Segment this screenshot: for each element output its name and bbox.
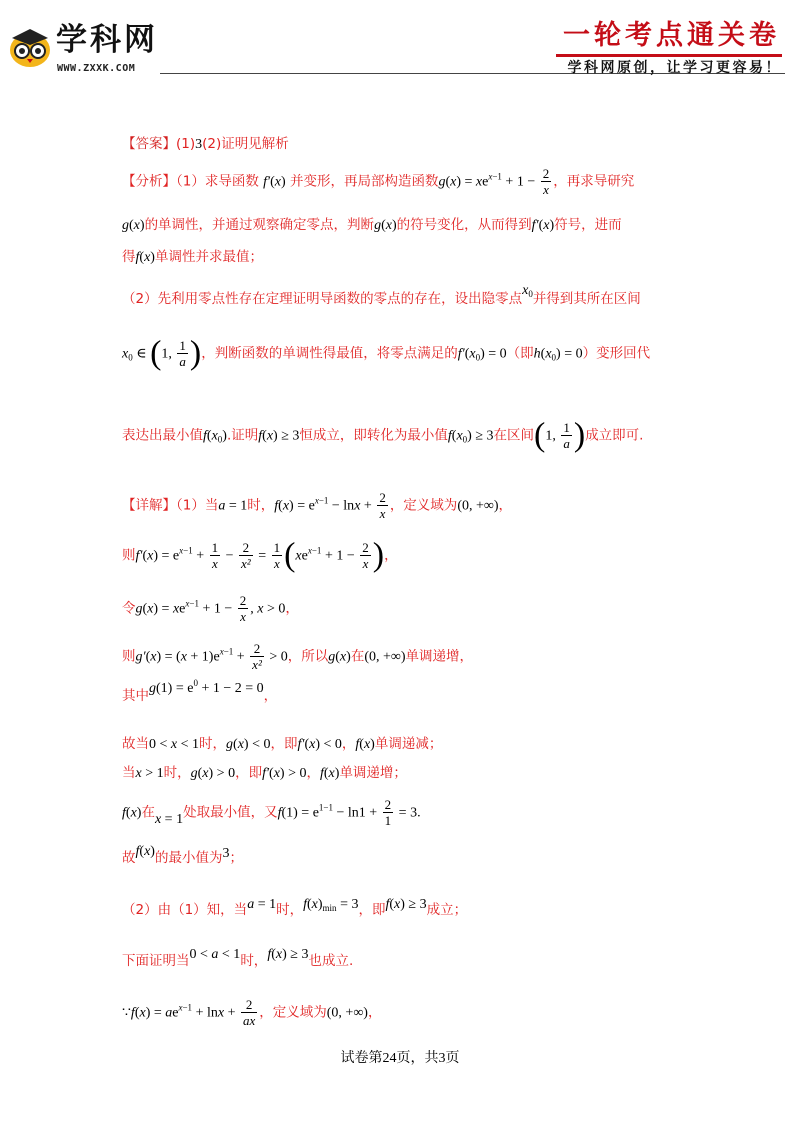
- detail-line-7: 当x > 1时，g(x) > 0，即f′(x) > 0，f(x)单调递增；: [122, 765, 407, 781]
- detail-text: （1）当: [176, 497, 219, 514]
- analysis-line-4: （2）先利用零点性存在定理证明导函数的零点的存在，设出隐零点$x_0$并得到其所在区间: [122, 283, 641, 307]
- analysis-line-3: 得f(x)单调性并求最值；: [122, 249, 263, 265]
- page-footer: 试卷第24页，共3页: [340, 1051, 460, 1066]
- detail-text: 则: [122, 648, 136, 665]
- detail-text: 在: [350, 648, 365, 665]
- logo-url: WWW.ZXXK.COM: [57, 63, 136, 74]
- detail-text: 也成立.: [308, 953, 354, 969]
- detail-text: 则: [122, 547, 136, 564]
- detail-line-5: 其中$g(1) = e^0 + 1 - 2 = 0$，: [122, 678, 278, 704]
- analysis-text: （1）求导函数: [176, 173, 259, 190]
- detail-text: 的最小值为: [154, 850, 223, 866]
- analysis-label: 【分析】: [122, 173, 176, 190]
- detail-line-4: 则$g'(x) = (x + 1)e^{x-1}$ + $\frac{2}{\text{x²}}$ > 0，所以g(x)在(0, +∞)单调递增，: [122, 641, 474, 672]
- answer-part1: (1): [176, 136, 196, 152]
- answer-part2: (2): [202, 136, 222, 152]
- detail-line-8: f(x)在x = 1处取最小值，又$f(1) = e^{1-1} - \ln 1$ + $\frac{2}{1}$ = 3.: [122, 797, 421, 828]
- detail-text: ，: [498, 497, 513, 514]
- analysis-text: ，判断函数的单调性得最值，将零点满足的: [201, 345, 458, 362]
- detail-text: 在: [141, 804, 155, 821]
- detail-text: ，即: [270, 736, 298, 752]
- detail-text: 时，: [163, 765, 191, 781]
- analysis-text: 成立即可.: [585, 427, 644, 444]
- analysis-text: ）变形回代: [582, 345, 651, 362]
- detail-line-3: 令$g(x) = xe^{x-1} + 1$ − $\frac{2}{x}$ , x > 0，: [122, 593, 299, 624]
- detail-line-2: 则$f'(x) = e^{x-1}$ + $\frac{1}{x}$ − $\frac{2}{\text{x²}}$ = $\frac{1}{x}$ ($xe^{x-1} + 1$ − $\frac{2}{x}$ )，: [122, 536, 398, 574]
- analysis-text: .证明: [226, 427, 259, 444]
- detail-text: 时，: [240, 953, 268, 969]
- detail-text: 时，: [199, 736, 227, 752]
- detail-text: ，定义域为: [389, 497, 458, 514]
- detail-text: ，定义域为: [259, 1004, 327, 1021]
- detail-text: ，: [367, 1004, 382, 1021]
- analysis-text: ，再求导研究: [553, 173, 635, 190]
- detail-text: 处取最小值，又: [183, 804, 278, 821]
- header-title: 一轮考点通关卷: [563, 20, 780, 51]
- analysis-text: 得: [122, 249, 136, 265]
- detail-text: ，: [285, 600, 299, 617]
- detail-text: 时，: [276, 902, 304, 918]
- detail-text: 时，: [247, 497, 275, 514]
- analysis-text: 并得到其所在区间: [532, 291, 641, 307]
- answer-label: 【答案】: [122, 136, 176, 152]
- analysis-line-1: 【分析】（1）求导函数 f′(x) 并变形，再局部构造函数$g(x) = xe^{x-1} + 1$ − $\frac{2}{x}$ ，再求导研究: [122, 166, 635, 197]
- logo-text: 学科网: [56, 22, 158, 58]
- detail-text: ，即: [358, 902, 386, 918]
- detail-text: 故当: [122, 736, 149, 752]
- detail-min-value: 3: [222, 846, 230, 861]
- detail-line-1: 【详解】（1）当a = 1时，$f(x) = e^{x-1} - \ln x$ + $\frac{2}{x}$ ，定义域为(0, +∞)，: [122, 490, 513, 521]
- detail-text: ；: [229, 850, 243, 866]
- answer-text: 证明见解析: [221, 136, 289, 152]
- analysis-text: 并变形，再局部构造函数: [289, 173, 439, 190]
- detail-text: 故: [122, 850, 136, 866]
- analysis-text: 在区间: [493, 427, 535, 444]
- detail-text: 单调递减；: [374, 736, 443, 752]
- analysis-line-6: 表达出最小值$f(x_0)$.证明f(x) ≥ 3恒成立，即转化为最小值$f(x_0) \ge 3$在区间(1, $\frac{1}{a}$ )成立即可.: [122, 416, 644, 454]
- analysis-line-2: g(x)的单调性，并通过观察确定零点，判断g(x)的符号变化，从而得到f′(x)符号，进而: [122, 217, 622, 233]
- analysis-text: 表达出最小值: [122, 427, 203, 444]
- detail-text: 下面证明当: [122, 953, 190, 969]
- detail-text: ，: [263, 688, 278, 704]
- detail-line-10: （2）由（1）知，当a = 1时，$f(x)_{min} = 3$，即f(x) ≥ 3成立；: [122, 897, 468, 918]
- detail-text: 当: [122, 765, 136, 781]
- analysis-line-5: $x_0$ ∈ (1, $\frac{1}{a}$ )，判断函数的单调性得最值，将零点满足的$f'(x_0) = 0$（即$h(x_0) = 0$）变形回代: [122, 334, 651, 372]
- analysis-text: 的单调性，并通过观察确定零点，判断: [144, 217, 375, 233]
- analysis-text: （即: [506, 345, 534, 362]
- analysis-text: 恒成立，即转化为最小值: [299, 427, 448, 444]
- analysis-text: 单调性并求最值；: [154, 249, 263, 265]
- detail-text: 其中: [122, 688, 149, 704]
- detail-text: 成立；: [426, 902, 468, 918]
- detail-line-12: ∵f(x) = $ae^{x-1} + \ln x$ + $\frac{2}{ax}$ ，定义域为(0, +∞)，: [122, 997, 382, 1028]
- detail-text: ，: [306, 765, 320, 781]
- detail-text: ，: [341, 736, 356, 752]
- analysis-text: （2）先利用零点性存在定理证明导函数的零点的存在，设出隐零点: [122, 291, 523, 307]
- header-slogan: 学科网原创，让学习更容易！: [567, 60, 782, 76]
- answer-value1: 3: [195, 137, 203, 152]
- detail-line-9: 故f(x)的最小值为3；: [122, 844, 243, 866]
- answer-line: [122, 132, 289, 153]
- analysis-text: 符号，进而: [554, 217, 622, 233]
- detail-text: ，即: [235, 765, 263, 781]
- analysis-text: 的符号变化，从而得到: [396, 217, 532, 233]
- detail-text: ，: [384, 547, 398, 564]
- detail-line-11: 下面证明当0 < a < 1时，f(x) ≥ 3也成立.: [122, 947, 354, 969]
- detail-text: ，所以: [287, 648, 329, 665]
- detail-label: 【详解】: [122, 497, 176, 514]
- detail-line-6: 故当0 < x < 1时，g(x) < 0，即f′(x) < 0，f(x)单调递减；: [122, 736, 443, 752]
- detail-text: 令: [122, 600, 136, 617]
- detail-text: （2）由（1）知，当: [122, 902, 248, 918]
- detail-text: 单调递增；: [339, 765, 407, 781]
- detail-text: 单调递增，: [405, 648, 474, 665]
